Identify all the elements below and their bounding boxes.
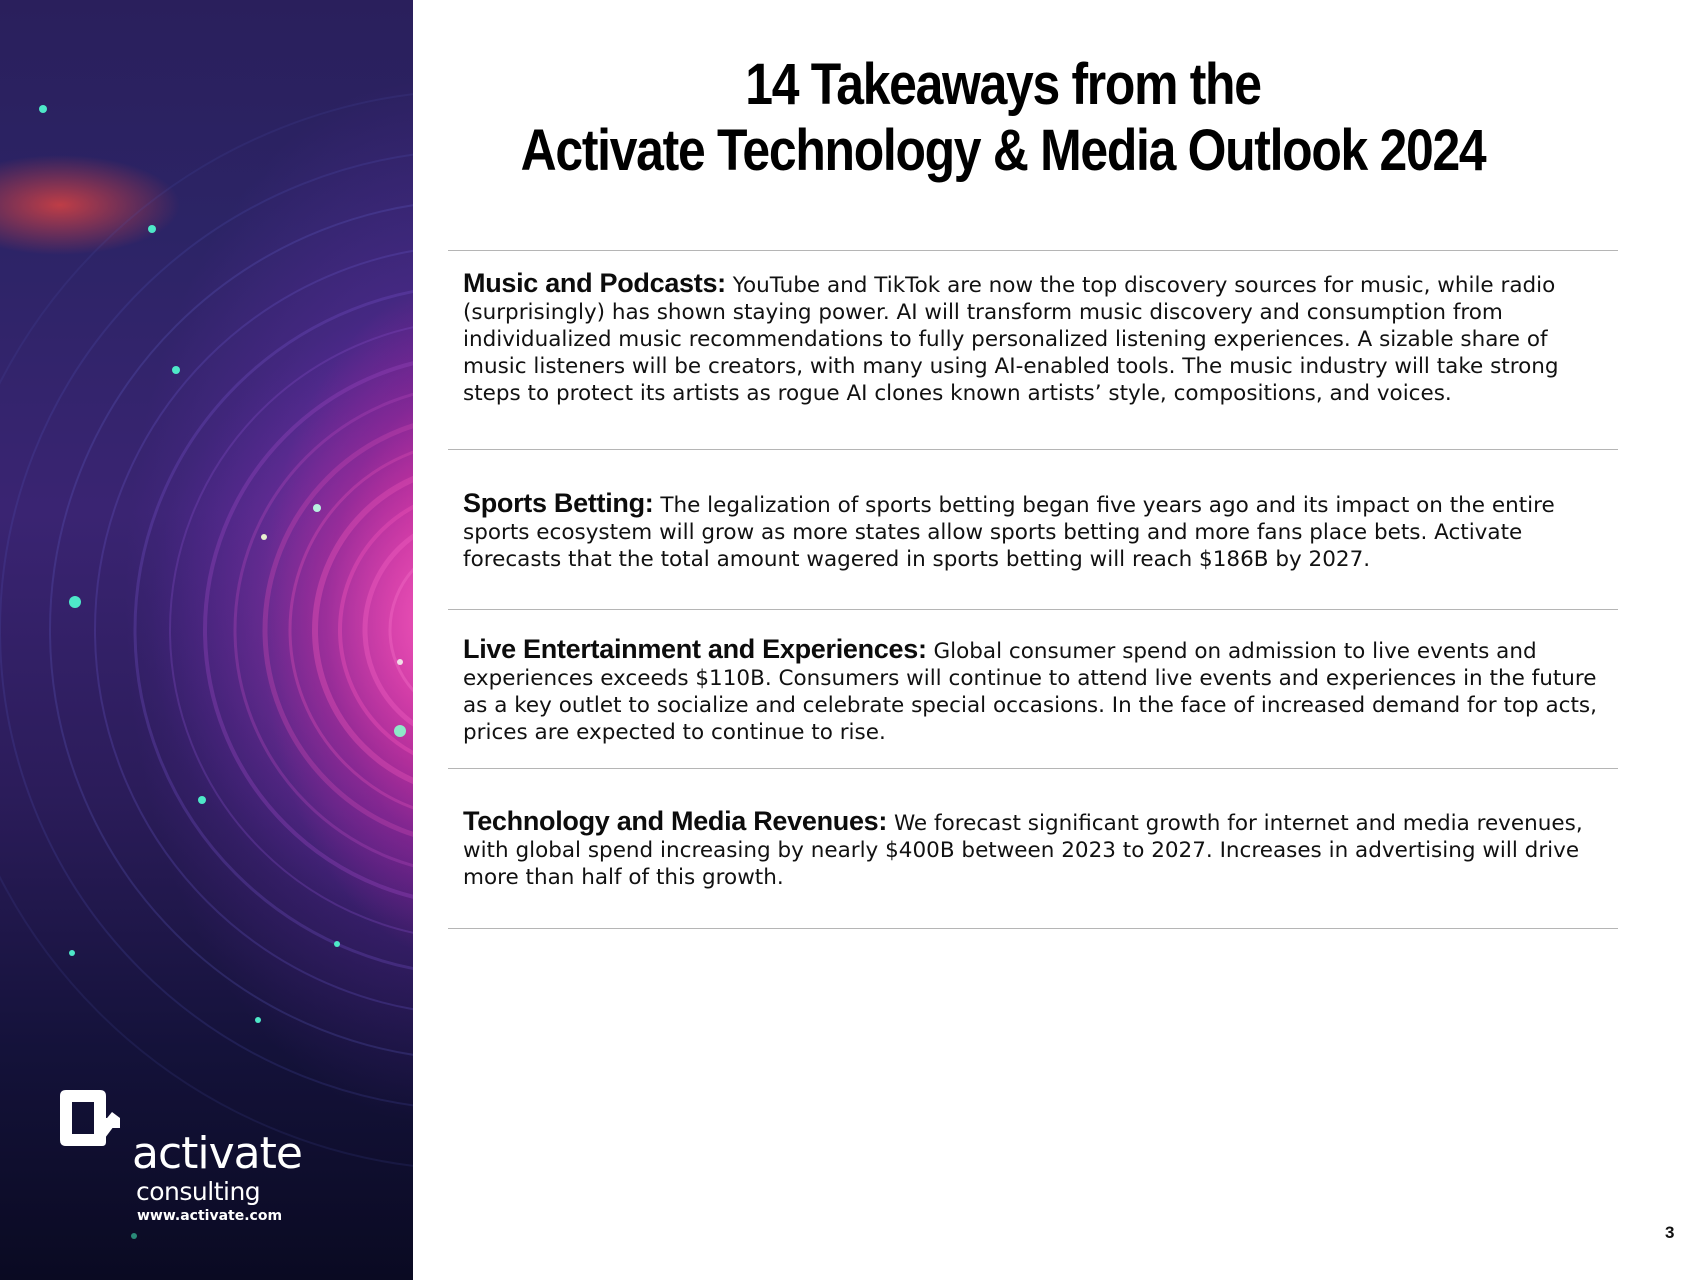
takeaway-live-entertainment bbox=[463, 636, 1613, 746]
divider bbox=[448, 768, 1618, 769]
divider bbox=[448, 250, 1618, 251]
decorative-sidebar-image bbox=[0, 0, 413, 1280]
takeaway-music-podcasts bbox=[463, 270, 1613, 407]
takeaway-body: Global consumer spend on admission to live events and experiences exceeds $110B. Consumers will continue to attend live events and experiences in the future as a key outlet to socialize and celebrate special occasions. In the face of increased demand for top acts, prices are expected to continue to rise. bbox=[463, 639, 1597, 745]
page-title-line-2: Activate Technology & Media Outlook 2024 bbox=[520, 118, 1486, 183]
page-title bbox=[496, 52, 1511, 184]
takeaway-heading: Live Entertainment and Experiences: bbox=[463, 634, 927, 664]
logo-website-url: www.activate.com bbox=[137, 1208, 283, 1224]
takeaway-body: The legalization of sports betting began five years ago and its impact on the entire sports ecosystem will grow as more states allow sports betting and more fans place bets. Activate forecasts that the total amount wagered in sports betting will reach $186B by 2027. bbox=[463, 493, 1555, 572]
takeaway-heading: Music and Podcasts: bbox=[463, 268, 726, 298]
takeaway-body: We forecast significant growth for internet and media revenues, with global spend increasing by nearly $400B between 2023 to 2027. Increases in advertising will drive more than half of this growth. bbox=[463, 811, 1583, 890]
takeaway-sports-betting bbox=[463, 490, 1613, 573]
logo-subtitle: consulting bbox=[136, 1177, 261, 1206]
takeaway-heading: Sports Betting: bbox=[463, 488, 654, 518]
divider bbox=[448, 928, 1618, 929]
divider bbox=[448, 609, 1618, 610]
takeaway-tech-media-revenues bbox=[463, 808, 1613, 891]
divider bbox=[448, 449, 1618, 450]
takeaway-body: YouTube and TikTok are now the top discovery sources for music, while radio (surprisingly) has shown staying power. AI will transform music discovery and consumption from individualized music recommendations to fully personalized listening experiences. A sizable share of music listeners will be creators, with many using AI-enabled tools. The music industry will take strong steps to protect its artists as rogue AI clones known artists’ style, compositions, and voices. bbox=[463, 273, 1559, 406]
activate-logo-mark-icon bbox=[58, 1088, 138, 1148]
logo-wordmark: activate bbox=[132, 1128, 302, 1179]
page-number: 3 bbox=[1665, 1223, 1675, 1242]
takeaway-heading: Technology and Media Revenues: bbox=[463, 806, 888, 836]
page-title-line-1: 14 Takeaways from the bbox=[745, 52, 1261, 117]
activate-consulting-logo bbox=[58, 1088, 358, 1228]
